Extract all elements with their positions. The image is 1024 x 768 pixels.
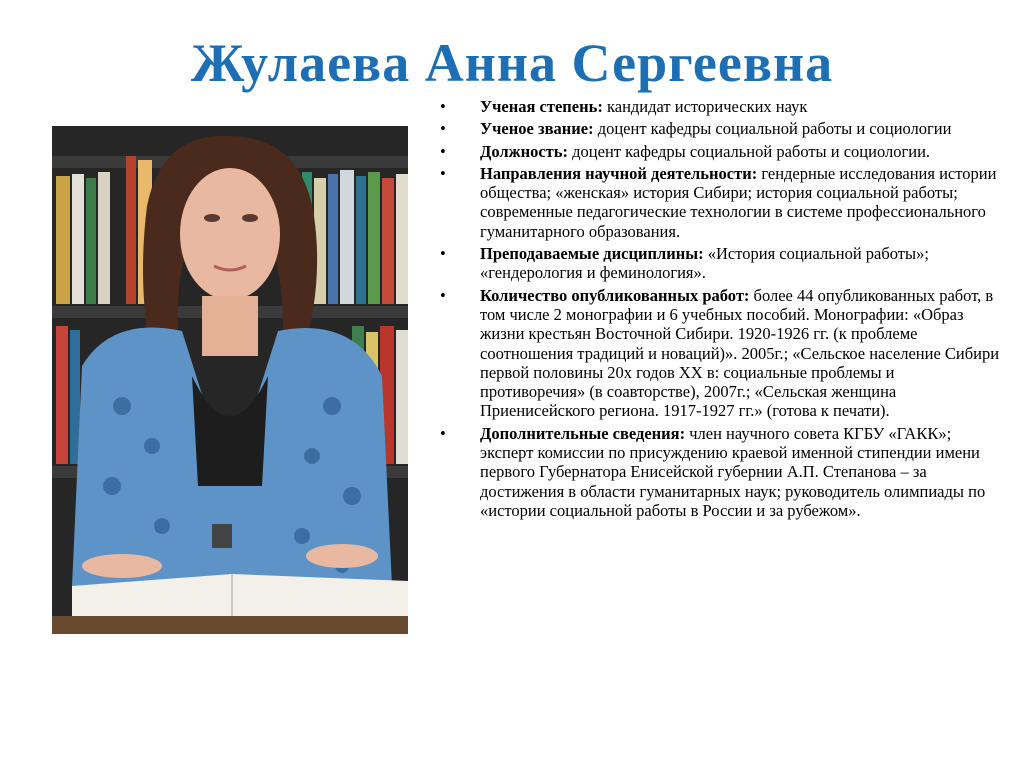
bullet: • — [440, 244, 446, 264]
item-text: член научного совета КГБУ «ГАКК»; эксперт комиссии по присуждению краевой именной стипендии имени первого Губернатора Енисейской губернии А.П. Степанова – за достижения в области гуманитарных наук; руководитель олимпиады по «истории социальной работы в России и за рубежом». — [480, 423, 986, 520]
portrait-photo — [52, 126, 408, 634]
item-label: Количество опубликованных работ: — [480, 285, 750, 305]
item-text: более 44 опубликованных работ, в том числе 2 монографии и 6 учебных пособий. Монографии: «Образ жизни крестьян Восточной Сибири. 1920-1926 гг. (к проблеме соотношения традиций и новаций)». 2005г.; «Сельское население Сибири первой половины 20х годов XX в: социальные проблемы и противоречия» (в соавторстве), 2007г.; «Сельская женщина Приенисейского региона. 1917-1927 гг.» (готова к печати). — [480, 285, 1000, 421]
item-label: Ученая степень: — [480, 97, 603, 116]
list-item-courses — [440, 244, 1000, 283]
bullet: • — [440, 119, 446, 139]
item-label: Направления научной деятельности: — [480, 163, 758, 183]
item-label: Преподаваемые дисциплины: — [480, 244, 704, 264]
list-item-research — [440, 164, 1000, 241]
list-item-additional — [440, 424, 1000, 520]
item-text: доцент кафедры социальной работы и социологии — [593, 119, 952, 139]
item-text: «История социальной работы»; «гендерология и феминология». — [480, 244, 929, 283]
bullet: • — [440, 97, 446, 116]
list-item-title — [440, 119, 1000, 138]
slide-title: Жулаева Анна Сергеевна — [190, 33, 834, 93]
list-item-publications — [440, 286, 1000, 421]
item-text: кандидат исторических наук — [602, 97, 808, 116]
item-label: Должность: — [480, 141, 569, 161]
list-item-degree — [440, 97, 1000, 116]
info-list — [440, 97, 1000, 523]
bullet: • — [440, 141, 446, 161]
item-text: доцент кафедры социальной работы и социологии. — [568, 141, 931, 161]
bullet: • — [440, 285, 446, 305]
item-label: Ученое звание: — [480, 119, 594, 139]
item-text: гендерные исследования истории общества; «женская» история Сибири; история социальной работы; современные педагогические технологии в системе профессионального гуманитарного образования. — [480, 163, 997, 241]
item-label: Дополнительные сведения: — [480, 423, 686, 443]
list-item-position — [440, 142, 1000, 161]
bullet: • — [440, 423, 446, 443]
bullet: • — [440, 163, 446, 183]
